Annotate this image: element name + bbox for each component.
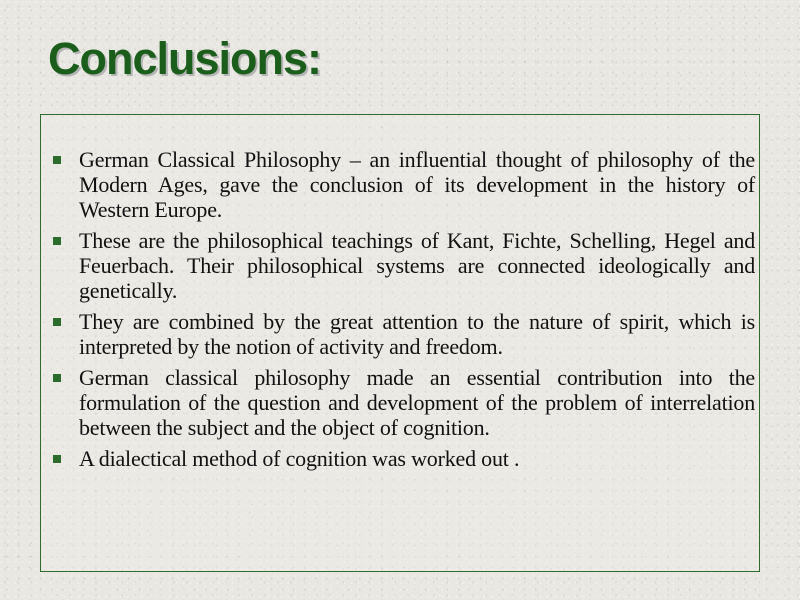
bullet-item-3 (79, 309, 755, 359)
bullet-text: They are combined by the great attention to the nature of spirit, which is interpreted by the notion of activity and freedom. (79, 309, 755, 359)
slide-title: Conclusions: (48, 33, 322, 84)
square-bullet-icon (53, 374, 61, 382)
square-bullet-icon (53, 237, 61, 245)
bullet-text: German Classical Philosophy – an influential thought of philosophy of the Modern Ages, gave the conclusion of its development in the history of Western Europe. (79, 147, 755, 222)
bullet-text: These are the philosophical teachings of Kant, Fichte, Schelling, Hegel and Feuerbach. Their philosophical systems are connected ideologically and genetically. (79, 228, 755, 303)
square-bullet-icon (53, 318, 61, 326)
bullet-text: A dialectical method of cognition was worked out . (79, 446, 520, 471)
bullet-text: German classical philosophy made an essential contribution into the formulation of the question and development of the problem of interrelation between the subject and the object of cognition. (79, 365, 755, 440)
square-bullet-icon (53, 455, 61, 463)
content-box (40, 114, 760, 572)
bullet-item-2 (79, 228, 755, 303)
bullet-item-5 (79, 446, 755, 471)
square-bullet-icon (53, 156, 61, 164)
bullet-item-1 (79, 147, 755, 222)
bullet-list (79, 147, 755, 477)
bullet-item-4 (79, 365, 755, 440)
